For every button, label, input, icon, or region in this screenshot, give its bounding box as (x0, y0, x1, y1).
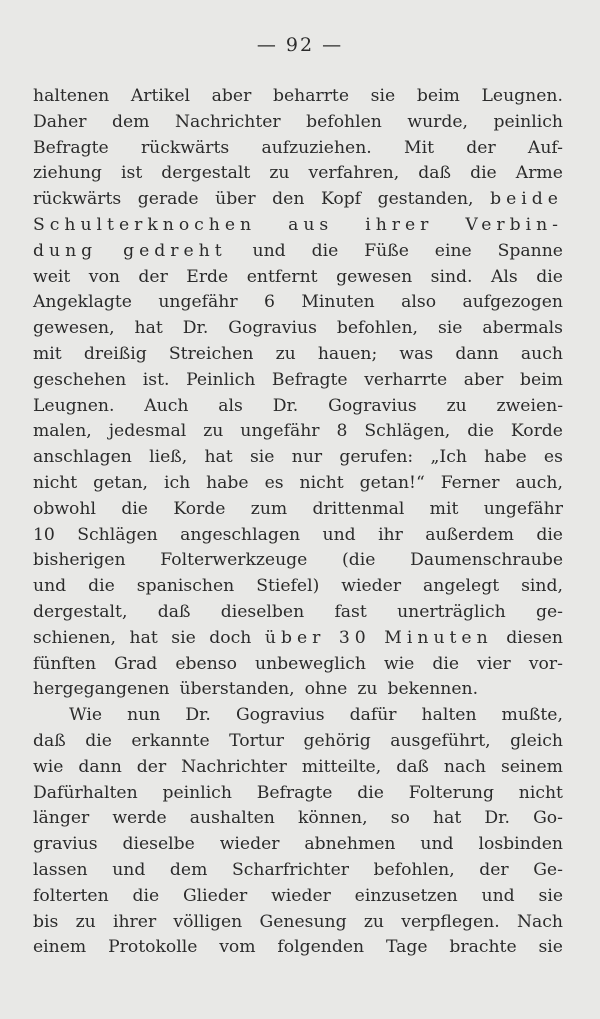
word: dem (111, 111, 150, 132)
word: zweien- (496, 395, 563, 416)
word: haltenen (33, 86, 110, 106)
body-text (33, 84, 563, 961)
word: aus (288, 214, 334, 235)
word: dann (455, 343, 499, 364)
word: länger (33, 808, 90, 829)
word: wieder (219, 834, 280, 855)
word: sie (370, 86, 396, 106)
word: Glieder (182, 885, 248, 906)
word: Angeklagte (33, 292, 132, 313)
word: halten (421, 705, 477, 726)
word: nicht (33, 472, 78, 493)
word: die (467, 421, 494, 442)
word: befohlen (306, 111, 382, 132)
word: Gogravius (235, 705, 325, 726)
word: folgenden (277, 937, 365, 958)
word: einem (33, 937, 87, 958)
word: Daher (33, 111, 87, 132)
word: geschehen (33, 369, 127, 390)
word: daß (157, 601, 191, 622)
word: ungefähr (158, 292, 238, 313)
text-line (33, 910, 563, 936)
word: ungefähr (483, 498, 563, 519)
word: fünften (33, 653, 97, 674)
word: nach (443, 756, 486, 777)
word: von (88, 266, 120, 287)
word: dann (78, 756, 122, 777)
word: auch, (515, 472, 563, 493)
word: dergestalt, (33, 601, 128, 622)
word: gestanden, (377, 189, 474, 210)
word: Befragte (33, 137, 109, 158)
text-line (33, 213, 563, 239)
text-line (33, 290, 563, 316)
word: der (479, 859, 509, 880)
word: verfahren, (308, 163, 400, 184)
word: getan!“ (359, 472, 425, 493)
word: Arme (515, 163, 563, 184)
word: gleich (510, 730, 563, 751)
word: peinlich (162, 782, 232, 803)
word: fast (334, 601, 367, 622)
word: einzusetzen (354, 885, 458, 906)
word: Folterung (408, 782, 494, 803)
word: dreißig (83, 343, 147, 364)
word: Minuten (301, 292, 375, 313)
word: daß (33, 730, 66, 751)
word: rückwärts (33, 189, 122, 210)
word: eine (434, 240, 472, 261)
word: 6 (263, 292, 275, 313)
word: Korde (510, 421, 563, 442)
word: dergestalt (161, 163, 251, 184)
word: beim (416, 86, 460, 106)
word: dieselbe (122, 834, 195, 855)
word: vier (477, 653, 511, 674)
text-line (33, 316, 563, 342)
text-line (33, 858, 563, 884)
word: sind. (430, 266, 473, 287)
word: losbinden (478, 834, 563, 855)
word: Schulterknochen (33, 214, 257, 235)
word: ihrer (112, 911, 157, 932)
word: Tage (385, 937, 428, 958)
word: Artikel (130, 86, 190, 106)
word: Streichen (168, 343, 254, 364)
word: zu (275, 343, 296, 364)
text-line (33, 703, 563, 729)
word: diesen (506, 627, 563, 648)
word: außerdem (425, 524, 514, 545)
word: und (322, 524, 356, 545)
word: 8 (336, 421, 348, 442)
word: unerträglich (397, 601, 506, 622)
word: über (215, 189, 256, 210)
word: getan, (93, 472, 148, 493)
word: nicht (518, 782, 563, 803)
text-line (33, 523, 563, 549)
word: sie (538, 937, 563, 958)
text-line (33, 161, 563, 187)
word: Ge- (533, 859, 563, 880)
word: aufzuziehen. (261, 137, 372, 158)
word: werde (112, 808, 167, 829)
text-line (33, 574, 563, 600)
word: schienen, (33, 627, 116, 648)
word: der (466, 137, 496, 158)
word: völligen (173, 911, 243, 932)
text-line (33, 884, 563, 910)
word: die (536, 266, 563, 287)
word: hat (134, 318, 163, 339)
word: aufgezogen (462, 292, 563, 313)
text-line (33, 677, 563, 703)
text-line (33, 729, 563, 755)
word: abnehmen (304, 834, 396, 855)
word: hergegangenen (33, 679, 170, 700)
word: nicht (299, 472, 344, 493)
word: überstanden, (179, 679, 295, 700)
word: folterten (33, 885, 109, 906)
word: die (88, 576, 115, 597)
word: Leugnen. (481, 86, 563, 106)
word: Scharfrichter (231, 859, 349, 880)
word: (die (342, 550, 376, 571)
word: gehörig (303, 730, 371, 751)
word: die (121, 498, 148, 519)
word: Ferner (440, 472, 500, 493)
word: daß (396, 756, 429, 777)
word: und (481, 885, 515, 906)
word: als (218, 395, 243, 416)
word: Verbin- (465, 214, 563, 235)
word: wie (33, 756, 64, 777)
word: obwohl (33, 498, 96, 519)
word: so (390, 808, 410, 829)
text-line (33, 781, 563, 807)
word: habe (484, 447, 527, 468)
word: Dr. (182, 318, 209, 339)
word: Erde (186, 266, 229, 287)
word: Dafürhalten (33, 782, 138, 803)
text-line (33, 497, 563, 523)
text-line (33, 136, 563, 162)
word: ausgeführt, (390, 730, 491, 751)
word: den (272, 189, 305, 210)
word: die (432, 653, 460, 674)
word: es (264, 472, 284, 493)
word: mußte, (501, 705, 563, 726)
word: abermals (482, 318, 563, 339)
word: Peinlich (186, 369, 256, 390)
word: die (536, 524, 563, 545)
text-line (33, 368, 563, 394)
word: Dr. (484, 808, 510, 829)
word: Minuten (384, 627, 493, 648)
word: die (132, 885, 160, 906)
word: ist. (142, 369, 170, 390)
word: beim (519, 369, 563, 390)
word: Go- (533, 808, 563, 829)
word: Stiefel) (256, 576, 320, 597)
word: angeschlagen (180, 524, 301, 545)
word: hat (129, 627, 158, 648)
word: gewesen, (33, 318, 115, 339)
text-line (33, 832, 563, 858)
text-line (33, 806, 563, 832)
word: befohlen, (373, 859, 455, 880)
word: der (138, 266, 168, 287)
word: aushalten (189, 808, 275, 829)
word: Füße (364, 240, 409, 261)
word: über (264, 627, 326, 648)
word: brachte (449, 937, 517, 958)
word: Kopf (320, 189, 362, 210)
word: vor- (528, 653, 563, 674)
word: Mit (404, 137, 435, 158)
word: Schlägen, (364, 421, 451, 442)
word: verpflegen. (401, 911, 500, 932)
word: peinlich (493, 111, 563, 132)
word: Dr. (272, 395, 299, 416)
word: nur (291, 447, 323, 468)
text-line (33, 342, 563, 368)
word: sie (249, 447, 275, 468)
word: dung (33, 240, 98, 261)
word: Spanne (497, 240, 563, 261)
text-line (33, 935, 563, 961)
word: Wie (69, 705, 103, 726)
word: entfernt (246, 266, 318, 287)
word: gerufen: (339, 447, 414, 468)
word: Befragte (271, 369, 348, 390)
word: gerade (137, 189, 199, 210)
word: „Ich (430, 447, 467, 468)
text-line (33, 84, 563, 110)
word: ist (121, 163, 143, 184)
word: die (470, 163, 497, 184)
word: zum (250, 498, 288, 519)
text-line (33, 626, 563, 652)
word: wurde, (407, 111, 468, 132)
word: habe (206, 472, 249, 493)
word: Nachrichter (174, 111, 281, 132)
text-line (33, 445, 563, 471)
word: können, (297, 808, 368, 829)
word: zu (203, 421, 224, 442)
word: mit (429, 498, 459, 519)
word: aber (463, 369, 504, 390)
word: zu (363, 911, 384, 932)
word: wieder (271, 885, 331, 906)
text-line (33, 652, 563, 678)
text-line (33, 239, 563, 265)
word: Gogravius (328, 395, 417, 416)
word: anschlagen (33, 447, 132, 468)
word: 30 (338, 627, 371, 648)
word: Gogravius (228, 318, 317, 339)
text-line (33, 110, 563, 136)
word: bis (33, 911, 59, 932)
word: ohne (304, 679, 348, 700)
word: ziehung (33, 163, 102, 184)
word: die (85, 730, 112, 751)
word: Auch (144, 395, 189, 416)
word: Befragte (256, 782, 333, 803)
word: lassen (33, 859, 88, 880)
word: zu (357, 679, 378, 700)
text-line (33, 548, 563, 574)
word: gravius (33, 834, 98, 855)
word: dieselben (220, 601, 305, 622)
word: befohlen, (336, 318, 419, 339)
word: es (543, 447, 563, 468)
word: und (252, 240, 286, 261)
word: nun (127, 705, 161, 726)
word: wieder (341, 576, 402, 597)
word: hat (433, 808, 462, 829)
word: unbeweglich (255, 653, 366, 674)
word: Folterwerkzeuge (160, 550, 308, 571)
word: jedesmal (108, 421, 187, 442)
word: Korde (173, 498, 226, 519)
word: und (33, 576, 67, 597)
word: auch (520, 343, 563, 364)
word: die (311, 240, 339, 261)
word: zu (269, 163, 290, 184)
word: malen, (33, 421, 92, 442)
word: was (399, 343, 434, 364)
word: beide (490, 189, 563, 210)
word: dafür (349, 705, 397, 726)
page-number: — 92 — (256, 34, 344, 56)
text-line (33, 755, 563, 781)
word: Genesung (259, 911, 347, 932)
word: Protokolle (108, 937, 198, 958)
word: Nachrichter (181, 756, 287, 777)
word: ihrer (365, 214, 434, 235)
word: dem (169, 859, 208, 880)
word: weit (33, 266, 71, 287)
word: doch (209, 627, 252, 648)
word: seinem (500, 756, 563, 777)
word: Tortur (229, 730, 284, 751)
word: ich (163, 472, 191, 493)
word: angelegt (423, 576, 500, 597)
word: Schlägen (77, 524, 158, 545)
word: ungefähr (240, 421, 320, 442)
word: drittenmal (312, 498, 405, 519)
text-line (33, 265, 563, 291)
word: beharrte (272, 86, 349, 106)
word: 10 (33, 524, 55, 545)
word: zu (75, 911, 96, 932)
word: hat (204, 447, 233, 468)
word: daß (418, 163, 451, 184)
word: hauen; (317, 343, 378, 364)
word: erkannte (131, 730, 210, 751)
word: zu (446, 395, 467, 416)
word: bekennen. (387, 679, 479, 700)
word: mit (33, 343, 62, 364)
text-line (33, 187, 563, 213)
word: Daumenschraube (410, 550, 563, 571)
word: aber (211, 86, 252, 106)
word: wie (383, 653, 415, 674)
word: sind, (521, 576, 563, 597)
word: vom (219, 937, 256, 958)
word: der (136, 756, 167, 777)
word: also (401, 292, 437, 313)
word: sie (437, 318, 463, 339)
word: verharrte (364, 369, 448, 390)
text-line (33, 419, 563, 445)
word: Auf- (527, 137, 563, 158)
word: gewesen (336, 266, 413, 287)
word: rückwärts (140, 137, 230, 158)
word: Dr. (185, 705, 211, 726)
word: Grad (114, 653, 158, 674)
text-line (33, 600, 563, 626)
word: sie (171, 627, 196, 648)
text-line (33, 394, 563, 420)
word: und (112, 859, 146, 880)
word: spanischen (136, 576, 235, 597)
word: die (357, 782, 384, 803)
word: gedreht (123, 240, 227, 261)
word: sie (538, 885, 563, 906)
word: ihr (378, 524, 403, 545)
word: und (420, 834, 454, 855)
word: Als (491, 266, 518, 287)
word: ließ, (149, 447, 188, 468)
word: Nach (516, 911, 563, 932)
word: bisherigen (33, 550, 126, 571)
word: ebenso (175, 653, 237, 674)
text-line (33, 471, 563, 497)
word: Leugnen. (33, 395, 115, 416)
word: mitteilte, (301, 756, 382, 777)
word: ge- (535, 601, 563, 622)
